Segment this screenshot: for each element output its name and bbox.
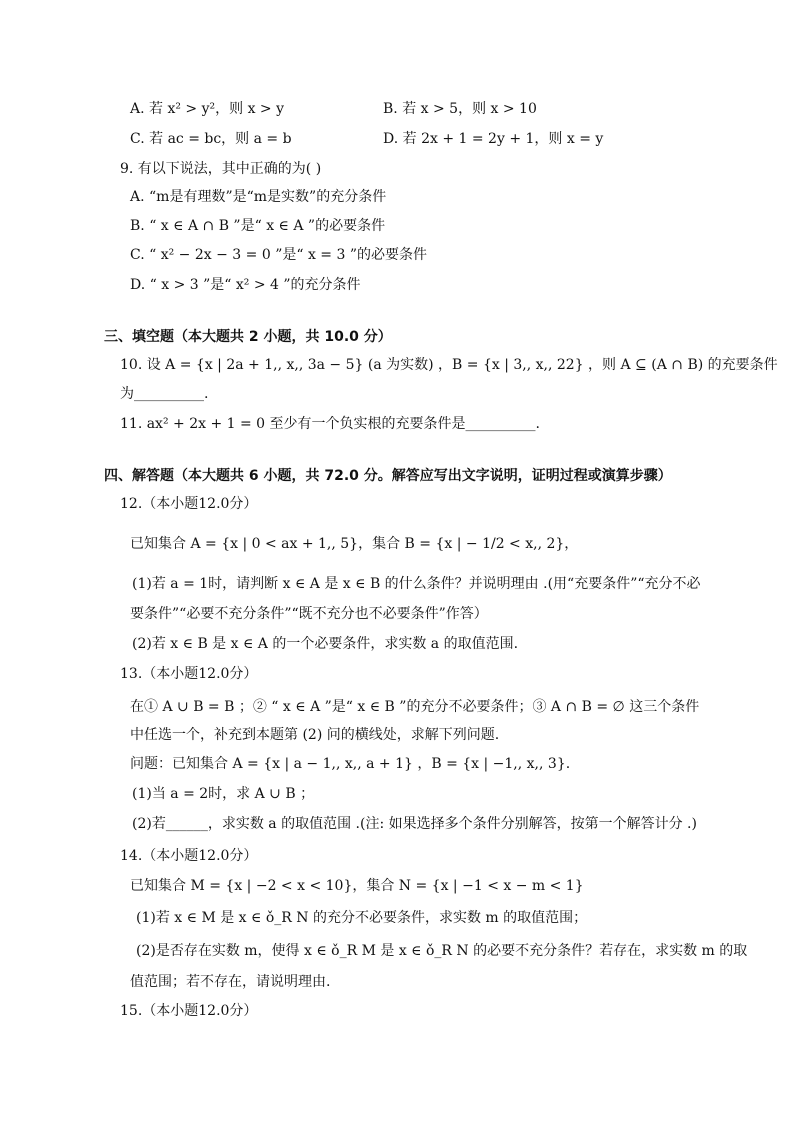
q13-line3: 问题：已知集合 A = {x | a − 1,, x,, a + 1} ，B = {x | −1,, x,, 3}. [130, 756, 571, 772]
q13-part2: (2)若______，求实数 a 的取值范围 .(注: 如果选择多个条件分别解答，按第一个解答计分 .) [132, 816, 697, 832]
q8-option-b: B. 若 x > 5，则 x > 10 [383, 101, 537, 117]
section4-title: 四、解答题（本大题共 6 小题，共 72.0 分。解答应写出文字说明，证明过程或演算步骤） [104, 468, 672, 484]
q9-option-d: D. “ x > 3 ”是“ x² > 4 ”的充分条件 [130, 277, 361, 293]
q13-header: 13.（本小题12.0分） [120, 666, 258, 682]
q14-stem: 已知集合 M = {x | −2 < x < 10}，集合 N = {x | −1 < x − m < 1} [130, 878, 584, 894]
q14-header: 14.（本小题12.0分） [120, 848, 258, 864]
q9-stem: 9. 有以下说法，其中正确的为( ) [120, 161, 322, 177]
q9-option-c: C. “ x² − 2x − 3 = 0 ”是“ x = 3 ”的必要条件 [130, 247, 427, 263]
q15-header: 15.（本小题12.0分） [120, 1003, 258, 1019]
q9-option-a: A. “m是有理数”是“m是实数”的充分条件 [130, 189, 387, 205]
q12-stem: 已知集合 A = {x | 0 < ax + 1,, 5}，集合 B = {x | − 1/2 < x,, 2}， [130, 536, 579, 552]
q12-part2: (2)若 x ∈ B 是 x ∈ A 的一个必要条件，求实数 a 的取值范围. [132, 636, 519, 652]
q9-option-b: B. “ x ∈ A ∩ B ”是“ x ∈ A ”的必要条件 [130, 218, 386, 234]
q13-line2: 中任选一个，补充到本题第 (2) 问的横线处，求解下列问题. [130, 727, 500, 743]
q8-option-a: A. 若 x² > y²，则 x > y [130, 101, 285, 117]
q13-line1: 在① A ∪ B = B ；② “ x ∈ A ”是“ x ∈ B ”的充分不必要条件；③ A ∩ B = ∅ 这三个条件 [130, 699, 700, 715]
q14-part2-line2: 值范围；若不存在，请说明理由. [130, 974, 331, 990]
q12-header: 12.（本小题12.0分） [120, 496, 258, 512]
q14-part2-line1: (2)是否存在实数 m，使得 x ∈ ǒ_R M 是 x ∈ ǒ_R N 的必要不充分条件？若存在，求实数 m 的取 [136, 943, 748, 959]
q11: 11. ax² + 2x + 1 = 0 至少有一个负实根的充要条件是__________. [120, 416, 540, 432]
q13-part1: (1)当 a = 2时，求 A ∪ B ； [132, 786, 315, 802]
q12-part1-line2: 要条件”“必要不充分条件”“既不充分也不必要条件”作答） [130, 606, 488, 622]
q8-option-c: C. 若 ac = bc，则 a = b [130, 131, 292, 147]
q12-part1-line1: (1)若 a = 1时，请判断 x ∈ A 是 x ∈ B 的什么条件？并说明理由 .(用“充要条件”“充分不必 [132, 576, 701, 592]
q14-part1: (1)若 x ∈ M 是 x ∈ ǒ_R N 的充分不必要条件，求实数 m 的取值范围； [136, 910, 588, 926]
q10-line2: 为__________. [120, 386, 209, 402]
section3-title: 三、填空题（本大题共 2 小题，共 10.0 分） [104, 329, 392, 345]
q10-line1: 10. 设 A = {x | 2a + 1,, x,, 3a − 5} (a 为实数) ，B = {x | 3,, x,, 22} ，则 A ⊆ (A ∩ B) 的充要条件 [120, 357, 778, 373]
q8-option-d: D. 若 2x + 1 = 2y + 1，则 x = y [383, 131, 604, 147]
